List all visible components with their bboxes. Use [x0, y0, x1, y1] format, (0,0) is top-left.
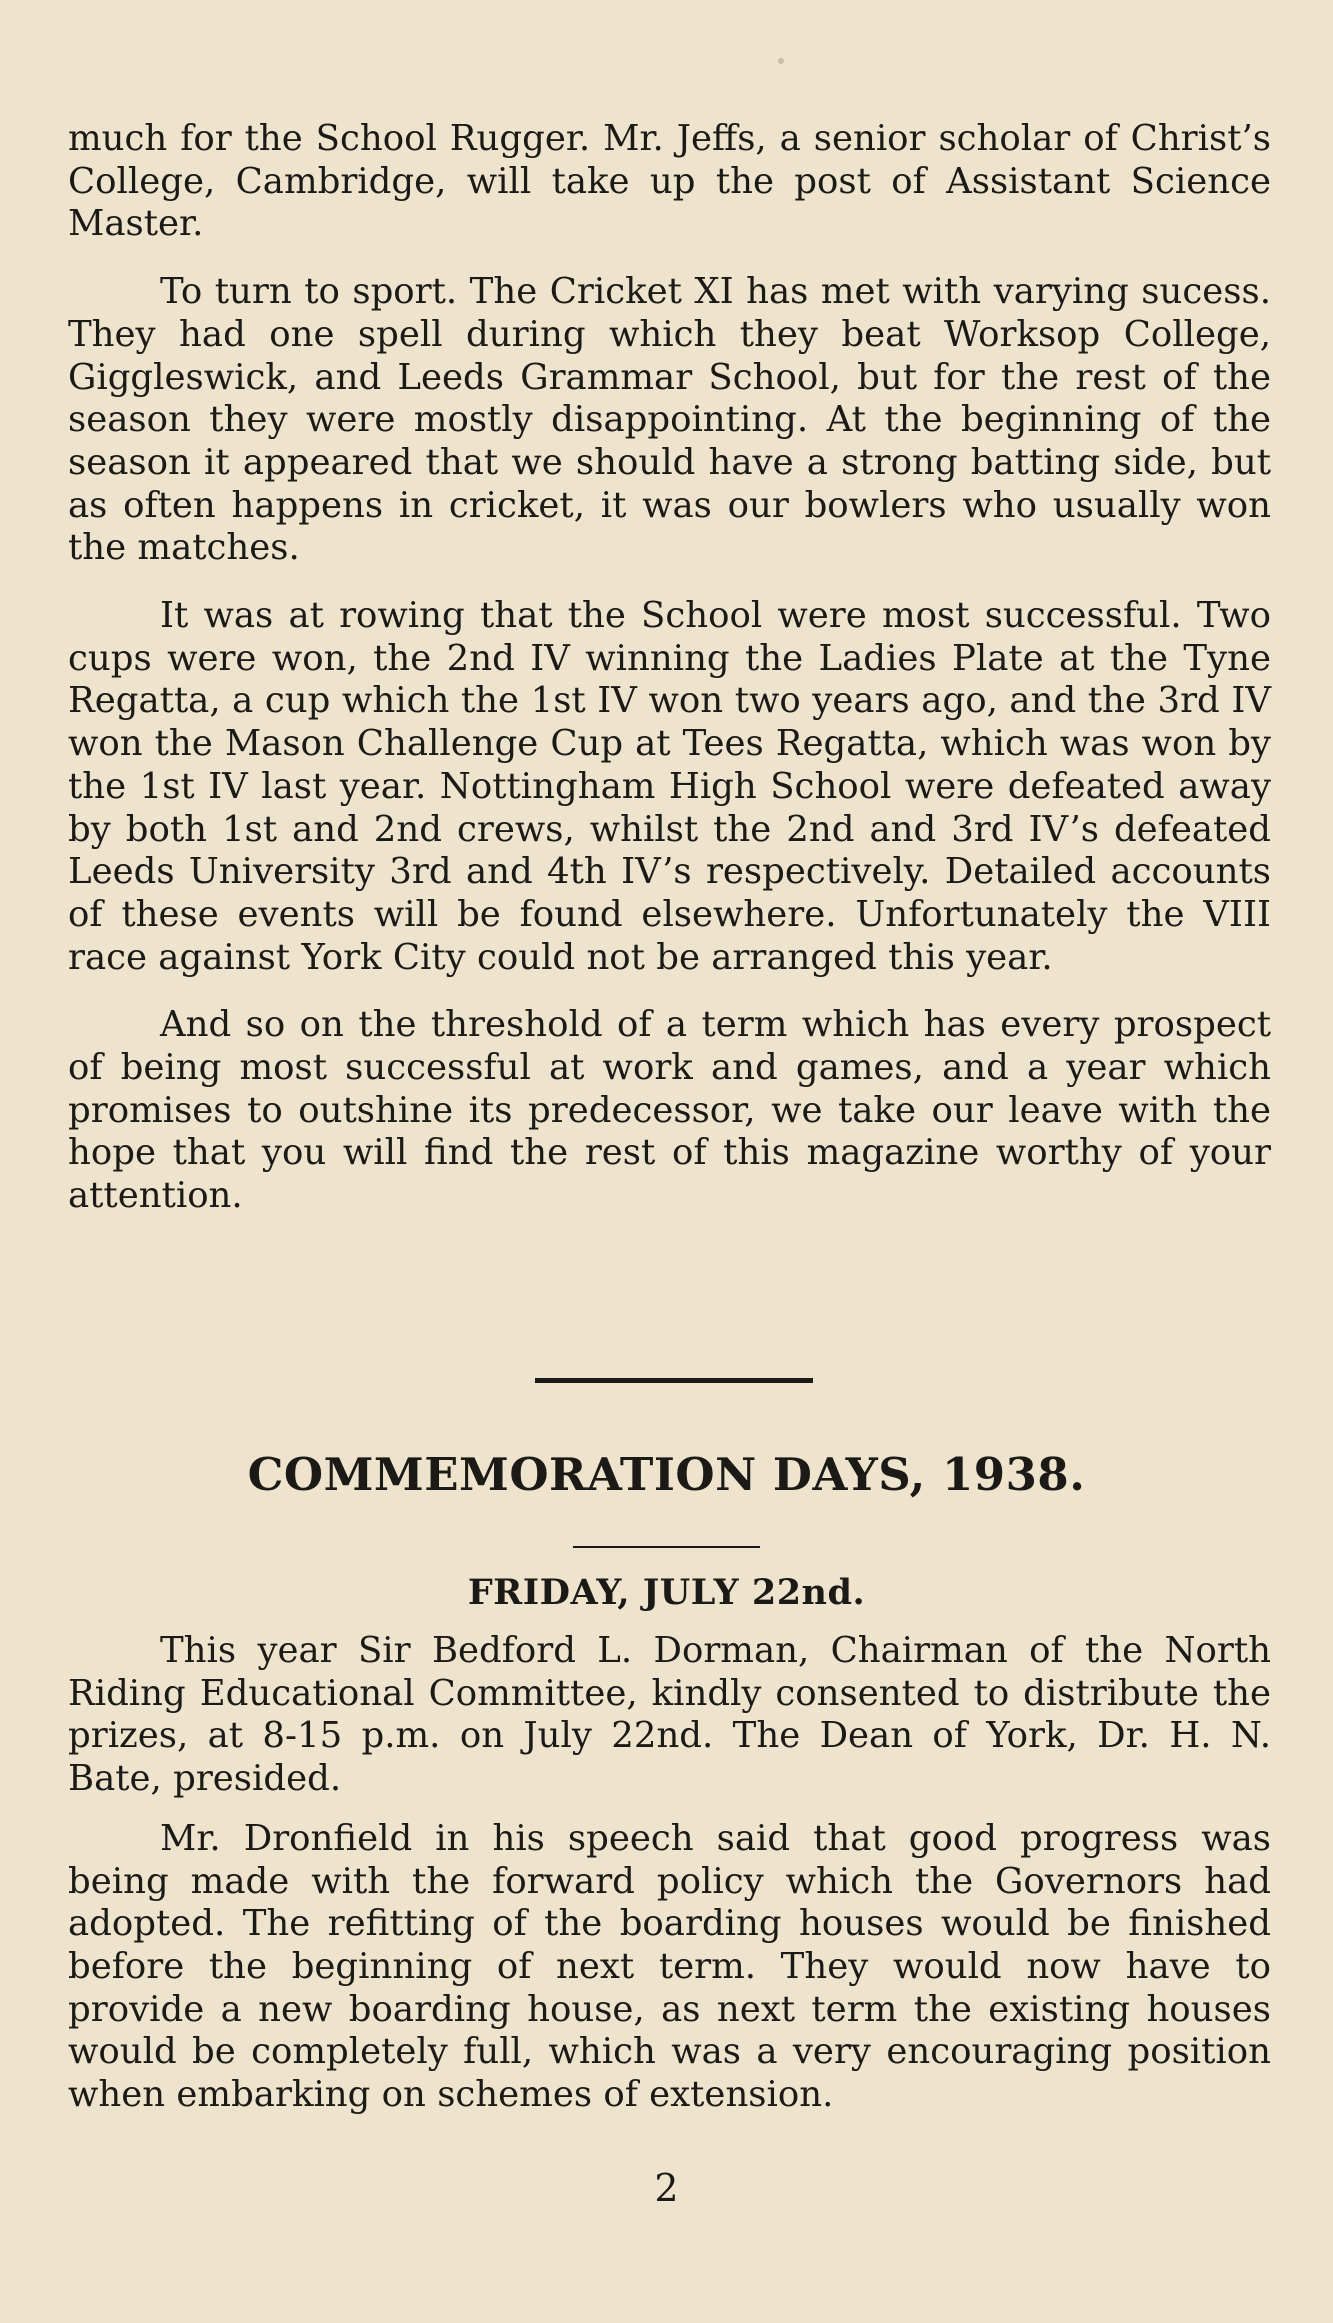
paragraph-cricket: To turn to sport. The Cricket XI has met with varying sucess. They had one spell during which they beat Worksop College, Giggleswick, and Leeds Grammar School, but for the rest of the season they were mostly disappointing. At the beginning of the season it appeared that we should have a strong batting side, but as often happens in cricket, it was our bowlers who usually won the matches.: [68, 271, 1271, 569]
paragraph-closing: And so on the threshold of a term which has every prospect of being most successful at work and games, and a year which promises to outshine its predecessor, we take our leave with the hope that you will find the rest of this magazine worthy of your attention.: [68, 1004, 1271, 1217]
section-divider-rule: [535, 1378, 813, 1383]
paragraph-rugger-staff: much for the School Rugger. Mr. Jeffs, a senior scholar of Christ’s College, Cambridge, will take up the post of Assistant Science Master.: [68, 118, 1271, 245]
title-underline-rule: [573, 1546, 760, 1548]
article-body: [68, 118, 1271, 1218]
paragraph-rowing: It was at rowing that the School were most successful. Two cups were won, the 2nd IV winning the Ladies Plate at the Tyne Regatta, a cup which the 1st IV won two years ago, and the 3rd IV won the Mason Challenge Cup at Tees Regatta, which was won by the 1st IV last year. Nottingham High School were defeated away by both 1st and 2nd crews, whilst the 2nd and 3rd IV’s defeated Leeds University 3rd and 4th IV’s respectively. Detailed accounts of these events will be found elsewhere. Unfortunately the VIII race against York City could not be arranged this year.: [68, 595, 1271, 978]
section-subheading: FRIDAY, JULY 22nd.: [467, 1572, 866, 1613]
paper-speck: [778, 58, 784, 64]
paragraph-prize-distribution: This year Sir Bedford L. Dorman, Chairman of the North Riding Educational Committee, kindly consented to distribute the prizes, at 8-15 p.m. on July 22nd. The Dean of York, Dr. H. N. Bate, presided.: [68, 1630, 1271, 1800]
paragraph-headmaster-speech: Mr. Dronfield in his speech said that good progress was being made with the forward policy which the Governors had adopted. The refitting of the boarding houses would be finished before the beginning of next term. They would now have to provide a new boarding house, as next term the existing houses would be completely full, which was a very encouraging position when embarking on schemes of extension.: [68, 1817, 1271, 2116]
page-number: 2: [654, 2166, 679, 2210]
section-title: COMMEMORATION DAYS, 1938.: [247, 1448, 1086, 1501]
commemoration-body: [68, 1630, 1271, 2117]
